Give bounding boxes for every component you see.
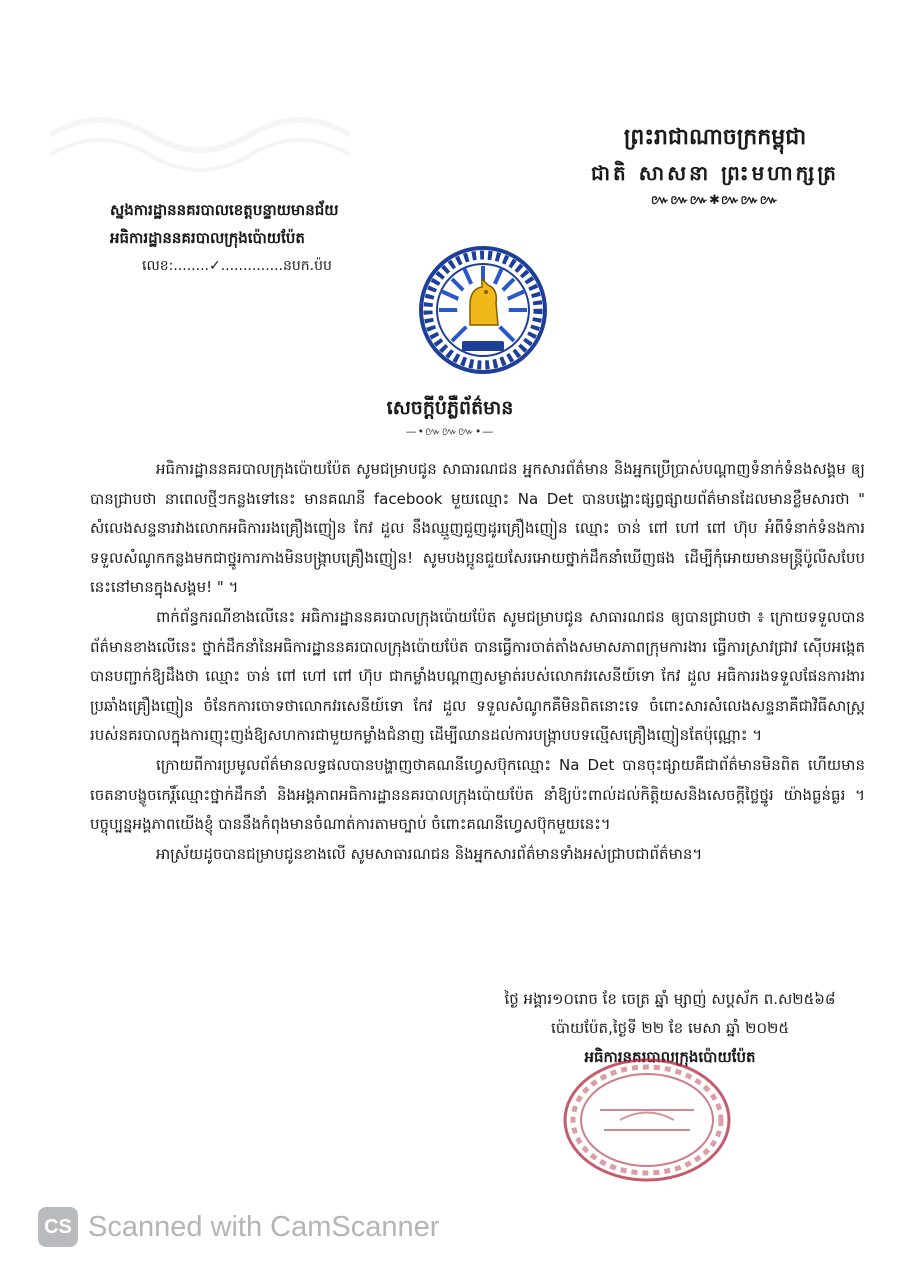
solar-date: ប៉ោយប៉ែត,ថ្ងៃទី ២២ ខែ មេសា ឆ្នាំ ២០២៥ (550, 1019, 790, 1037)
scanner-watermark (38, 1205, 439, 1249)
lunar-date: ថ្ងៃ អង្គារ១០រោច ខែ ចេត្រ ឆ្នាំ ម្សាញ់ សប្តស័ក ព.ស២៥៦៨ (504, 990, 836, 1008)
kingdom-name: ព្រះរាជាណាចក្រកម្ពុជា (623, 125, 807, 150)
paragraph-3: ក្រោយពីការប្រមូលព័ត៌មានលទ្ធផលបានបង្ហាញថាគណនីហ្វេសប៊ុកឈ្មោះ Na Det បានចុះផ្សាយគឺជាព័ត៌មានមិនពិត ហើយមានចេតនាបង្ខូចកេរ្តិ៍ឈ្មោះថ្នាក់ដឹកនាំ និងអង្គភាពអធិការដ្ឋាននគរបាលក្រុងប៉ោយប៉ែត នាំឱ្យប៉ះពាល់ដល់កិត្តិយសនិងសេចក្តីថ្លៃថ្នូរ យ៉ាងធ្ងន់ធ្ងរ ។ បច្ចុប្បន្នអង្គភាពយើងខ្ញុំ បាននឹងកំពុងមានចំណាត់ការតាមច្បាប់ ចំពោះគណនីហ្វេសប៊ុកមួយនេះ។ (90, 755, 865, 834)
police-emblem-icon (418, 245, 548, 375)
signer-title: អធិការនគរបាលក្រុងប៉ោយប៉ែត (584, 1048, 756, 1066)
paragraph-4: អាស្រ័យដូចបានជម្រាបជូនខាងលើ សូមសាធារណជន និងអ្នកសារព័ត៌មានទាំងអស់ជ្រាបជាព័ត៌មាន។ (156, 844, 703, 863)
statement-body (90, 455, 865, 869)
camscanner-logo-icon: CS (38, 1207, 78, 1247)
paragraph-1: អធិការដ្ឋាននគរបាលក្រុងប៉ោយប៉ែត សូមជម្រាបជូន សាធារណជន អ្នកសារព័ត៌មាន និងអ្នកប្រើប្រាស់បណ្តាញទំនាក់ទំនងសង្គម ឲ្យបានជ្រាបថា នាពេលថ្មីៗកន្លងទៅនេះ មានគណនី facebook មួយឈ្មោះ Na Det បានបង្ហោះផ្សព្វផ្សាយព័ត៌មានដែលមានខ្លឹមសារថា " សំលេងសន្ទនារវាងលោកអធិការរងគ្រឿងញៀន កែវ ដួល នឹងឈ្មួញជួញដូរគ្រឿងញៀន ឈ្មោះ ចាន់ ពៅ ហៅ ពៅ ហ៊ុប អំពីទំនាក់ទំនងការទទួលសំណូកកន្លងមកជាថ្នូរការកាងមិនបង្ក្រាបគ្រឿងញៀន! សូមបងប្អូនជួយសែរអោយថ្នាក់ដឹកនាំឃើញផង ដើម្បីកុំអោយមានមន្ត្រីប៉ូលីសបែបនេះនៅមានក្នុងសង្គម! " ។ (90, 460, 865, 597)
city-police-inspectorate: អធិការដ្ឋាននគរបាលក្រុងប៉ោយប៉ែត (110, 229, 305, 247)
national-motto: ជាតិ សាសនា ព្រះមហាក្សត្រ (591, 161, 839, 185)
paragraph-2: ពាក់ព័ន្ធករណីខាងលើនេះ អធិការដ្ឋាននគរបាលក្រុងប៉ោយប៉ែត សូមជម្រាបជូន សាធារណជន ឲ្យបានជ្រាបថា ៖ ក្រោយទទួលបានព័ត៌មានខាងលើនេះ ថ្នាក់ដឹកនាំនៃអធិការដ្ឋាននគរបាលក្រុងប៉ោយប៉ែត បានធ្វើការចាត់តាំងសមាសភាពក្រុមការងារ ធ្វើការស្រាវជ្រាវ ស៊ើបអង្កេត បានបញ្ជាក់ឱ្យដឹងថា ឈ្មោះ ចាន់ ពៅ ហៅ ពៅ ហ៊ុប ជាកម្លាំងបណ្តាញសម្ងាត់របស់លោកវរសេនីយ៍ទោ កែវ ដួល អធិការរងទទួលផែនការងារប្រឆាំងគ្រឿងញៀន ចំនែកការចោទថាលោកវរសេនីយ៍ទោ កែវ ដួល ទទួលសំណូកគឺមិនពិតនោះទេ ចំពោះសារសំលេងសន្ទនាគឺជាវិធីសាស្ត្ររបស់នគរបាលក្នុងការញុះញង់ឱ្យសហការជាមួយកម្លាំងជំនាញ ដើម្បីឈានដល់ការបង្ក្រាបបទល្មើសគ្រឿងញៀនតែប៉ុណ្ណោះ ។ (90, 607, 865, 745)
official-seal-icon (560, 1055, 735, 1185)
issuing-office (110, 196, 440, 280)
reference-number: លេខ:........✓..............នបក.ប៉ប (142, 258, 332, 274)
faint-header-marks (40, 95, 360, 175)
kingdom-header (560, 120, 870, 212)
scanner-watermark-text: Scanned with CamScanner (88, 1210, 440, 1243)
provincial-commissariat: ស្នងការដ្ឋាននគរបាលខេត្តបន្ទាយមានជ័យ (110, 201, 339, 219)
document-title: សេចក្តីបំភ្លឺព័ត៌មាន (386, 397, 514, 419)
title-ornament: —•៚៚៚•— (405, 425, 495, 438)
motto-ornament: ៚៚៚✱៚៚៚ (650, 193, 780, 208)
